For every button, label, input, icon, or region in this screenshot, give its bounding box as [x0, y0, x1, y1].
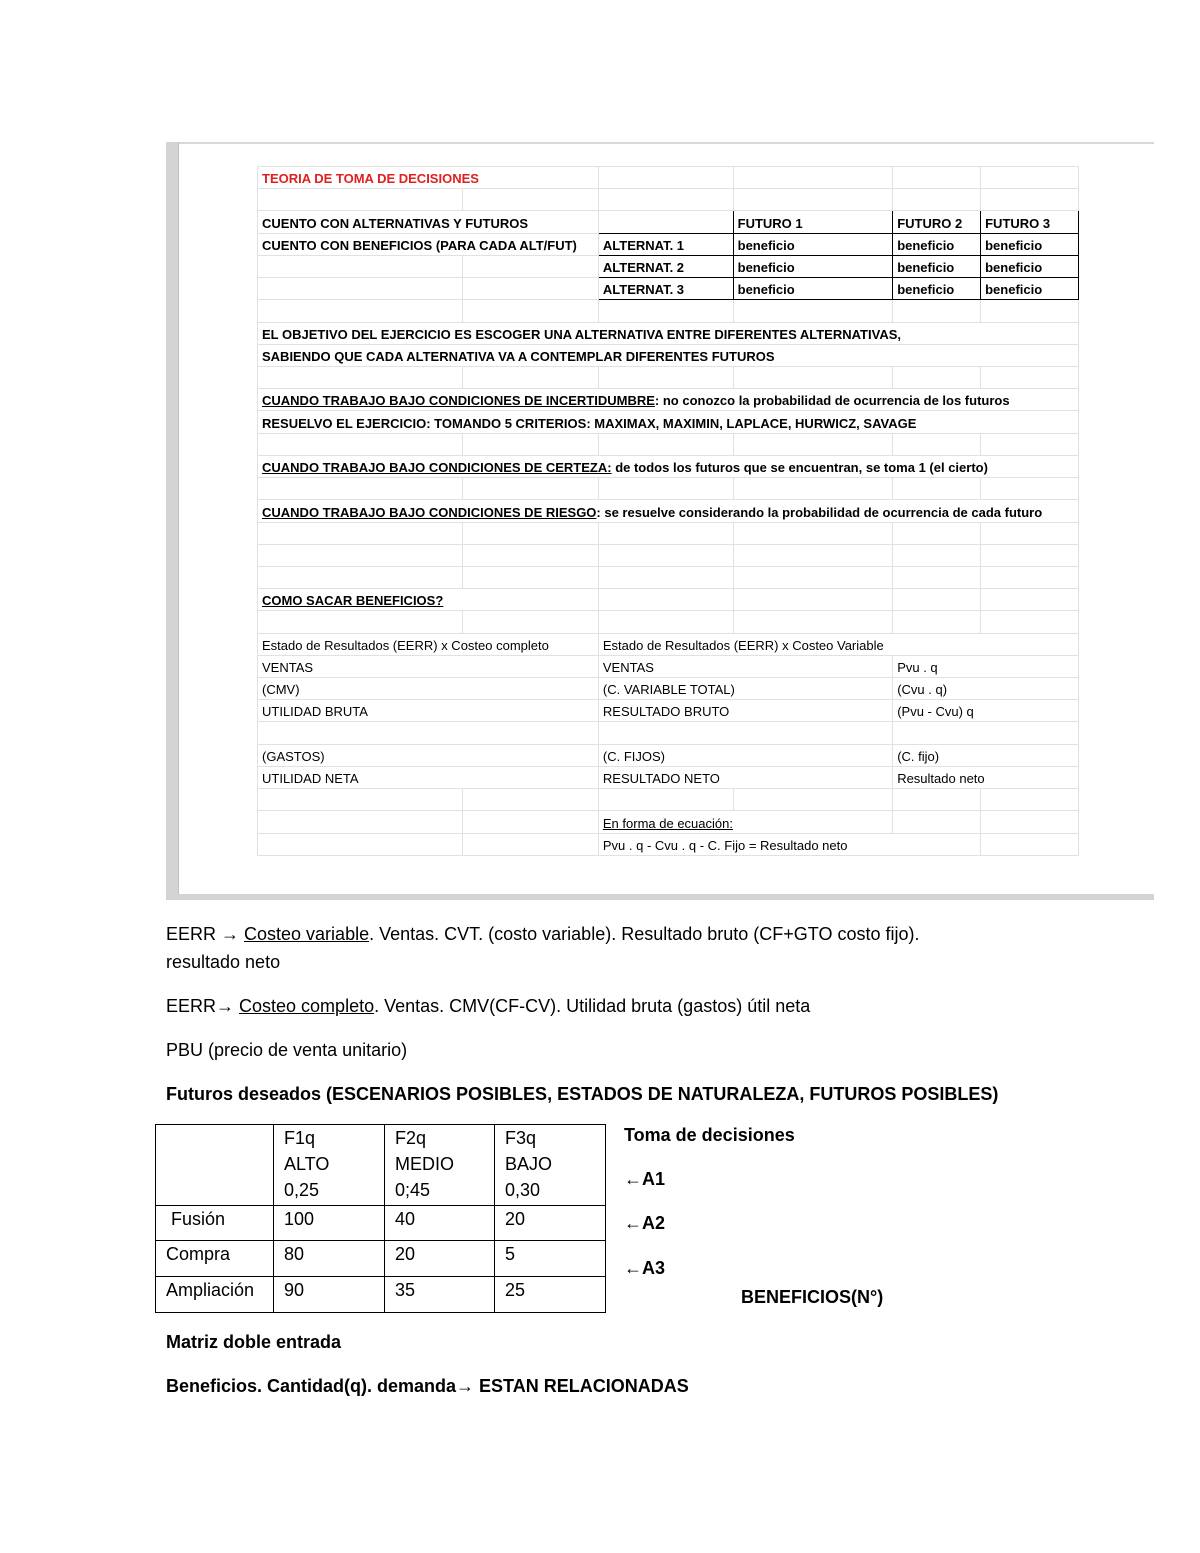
right-item: (Cvu . q): [893, 678, 1079, 700]
screenshot-border-top: [166, 142, 1154, 144]
matrix-header-futuro1: FUTURO 1: [733, 211, 893, 233]
matrix-cell: beneficio: [981, 255, 1079, 277]
futuros-heading: Futuros deseados (ESCENARIOS POSIBLES, ESTADOS DE NATURALEZA, FUTUROS POSIBLES): [166, 1084, 999, 1104]
f3-prob: 0,30: [505, 1180, 541, 1200]
paragraph-pbu: PBU (precio de venta unitario): [166, 1040, 408, 1060]
p2-text: . Ventas. CMV(CF-CV). Utilidad bruta (gastos) útil neta: [374, 996, 811, 1016]
matrix-cell: beneficio: [893, 255, 981, 277]
sheet-line-benefits: CUENTO CON BENEFICIOS (PARA CADA ALT/FUT): [258, 233, 599, 255]
mid-item: RESULTADO BRUTO: [598, 700, 892, 722]
left-item: VENTAS: [258, 655, 599, 677]
row-value: 90: [274, 1277, 385, 1313]
row-label: Fusión: [156, 1206, 274, 1241]
f2-prob: 0;45: [395, 1180, 431, 1200]
f2-name: F2q: [395, 1128, 427, 1148]
paragraph-costeo-completo: [166, 993, 810, 1019]
costeo-variable-link: Costeo variable: [244, 924, 370, 944]
f3-level: BAJO: [505, 1154, 553, 1174]
riesgo-line: [258, 500, 1079, 522]
row-value: 20: [385, 1241, 495, 1277]
beneficios-label: BENEFICIOS(N°): [741, 1287, 884, 1307]
matrix-cell: beneficio: [893, 233, 981, 255]
row-value: 25: [495, 1277, 606, 1313]
p1-prefix: EERR →: [166, 924, 245, 944]
right-item: (Pvu - Cvu) q: [893, 700, 1079, 722]
matrix-cell: beneficio: [733, 255, 893, 277]
mid-item: RESULTADO NETO: [598, 766, 892, 788]
paragraph-resultado-neto: resultado neto: [166, 952, 281, 972]
table-row: [156, 1277, 606, 1313]
left-item: UTILIDAD NETA: [258, 766, 599, 788]
eerr-variable-heading: Estado de Resultados (EERR) x Costeo Variable: [598, 633, 1078, 655]
f3-name: F3q: [505, 1128, 537, 1148]
matrix-header-futuro3: FUTURO 3: [981, 211, 1079, 233]
screenshot-border-bottom: [166, 894, 1154, 900]
f1-prob: 0,25: [284, 1180, 320, 1200]
matrix-cell: beneficio: [893, 278, 981, 300]
como-sacar-beneficios: COMO SACAR BENEFICIOS?: [258, 589, 599, 611]
left-item: (CMV): [258, 678, 599, 700]
row-value: 80: [274, 1241, 385, 1277]
certeza-label: CUANDO TRABAJO BAJO CONDICIONES DE CERTEZA:: [262, 460, 612, 476]
row-label: Ampliación: [156, 1277, 274, 1313]
right-item: Resultado neto: [893, 766, 1079, 788]
ecuacion: Pvu . q - Cvu . q - C. Fijo = Resultado neto: [598, 833, 980, 855]
mid-item: (C. VARIABLE TOTAL): [598, 678, 892, 700]
p1-text: . Ventas. CVT. (costo variable). Resultado bruto (CF+GTO costo fijo).: [369, 924, 920, 944]
screenshot-border-left: [166, 142, 179, 896]
row-value: 20: [495, 1206, 606, 1241]
p2-prefix: EERR→: [166, 996, 240, 1016]
arrow-a2: ←A2: [624, 1213, 666, 1233]
matrix-cell: beneficio: [981, 278, 1079, 300]
paragraph-costeo-variable: [166, 921, 919, 947]
arrow-a1: ←A1: [624, 1169, 666, 1189]
right-item: (C. fijo): [893, 744, 1079, 766]
f1-level: ALTO: [284, 1154, 330, 1174]
matrix-header-futuro2: FUTURO 2: [893, 211, 981, 233]
spreadsheet-grid: [257, 166, 1079, 856]
beneficios-relacionadas: Beneficios. Cantidad(q). demanda→ ESTAN RELACIONADAS: [166, 1376, 689, 1396]
row-value: 5: [495, 1241, 606, 1277]
matrix-row-label: ALTERNAT. 1: [598, 233, 733, 255]
header-f1: [274, 1125, 385, 1206]
header-f2: [385, 1125, 495, 1206]
mid-item: VENTAS: [598, 655, 892, 677]
left-item: UTILIDAD BRUTA: [258, 700, 599, 722]
matrix-row-label: ALTERNAT. 2: [598, 255, 733, 277]
left-item: (GASTOS): [258, 744, 599, 766]
mid-item: (C. FIJOS): [598, 744, 892, 766]
incertidumbre-text: : no conozco la probabilidad de ocurrencia de los futuros: [654, 393, 1010, 409]
right-item: Pvu . q: [893, 655, 1079, 677]
header-f3: [495, 1125, 606, 1206]
sheet-title: TEORIA DE TOMA DE DECISIONES: [258, 167, 599, 189]
matrix-cell: beneficio: [733, 233, 893, 255]
arrow-a3: ←A3: [624, 1258, 666, 1278]
table-row: [156, 1241, 606, 1277]
incertidumbre-label: CUANDO TRABAJO BAJO CONDICIONES DE INCERTIDUMBRE: [262, 393, 655, 409]
f2-level: MEDIO: [395, 1154, 455, 1174]
sheet-line-alternatives: CUENTO CON ALTERNATIVAS Y FUTUROS: [258, 211, 599, 233]
matrix-row-label: ALTERNAT. 3: [598, 278, 733, 300]
objective-line-2: SABIENDO QUE CADA ALTERNATIVA VA A CONTEMPLAR DIFERENTES FUTUROS: [258, 344, 1079, 366]
riesgo-text: : se resuelve considerando la probabilidad de ocurrencia de cada futuro: [596, 504, 1043, 520]
decision-table: [155, 1124, 606, 1313]
row-label: Compra: [156, 1241, 274, 1277]
matrix-cell: beneficio: [733, 278, 893, 300]
ecuacion-label: En forma de ecuación:: [598, 811, 892, 833]
matriz-doble-entrada: Matriz doble entrada: [166, 1332, 342, 1352]
criterios-line: RESUELVO EL EJERCICIO: TOMANDO 5 CRITERIOS: MAXIMAX, MAXIMIN, LAPLACE, HURWICZ, SAVAGE: [258, 411, 1079, 433]
f1-name: F1q: [284, 1128, 316, 1148]
objective-line-1: EL OBJETIVO DEL EJERCICIO ES ESCOGER UNA ALTERNATIVA ENTRE DIFERENTES ALTERNATIVAS,: [258, 322, 1079, 344]
toma-decisiones-title: Toma de decisiones: [624, 1125, 795, 1145]
row-value: 40: [385, 1206, 495, 1241]
row-value: 100: [274, 1206, 385, 1241]
matrix-cell: beneficio: [981, 233, 1079, 255]
spreadsheet-screenshot: [166, 142, 1154, 902]
riesgo-label: CUANDO TRABAJO BAJO CONDICIONES DE RIESGO: [262, 504, 597, 520]
table-row: [156, 1206, 606, 1241]
row-value: 35: [385, 1277, 495, 1313]
eerr-completo-heading: Estado de Resultados (EERR) x Costeo completo: [258, 633, 599, 655]
certeza-text: de todos los futuros que se encuentran, se toma 1 (el cierto): [611, 460, 988, 476]
costeo-completo-link: Costeo completo: [239, 996, 375, 1016]
certeza-line: [258, 455, 1079, 477]
incertidumbre-line: [258, 389, 1079, 411]
